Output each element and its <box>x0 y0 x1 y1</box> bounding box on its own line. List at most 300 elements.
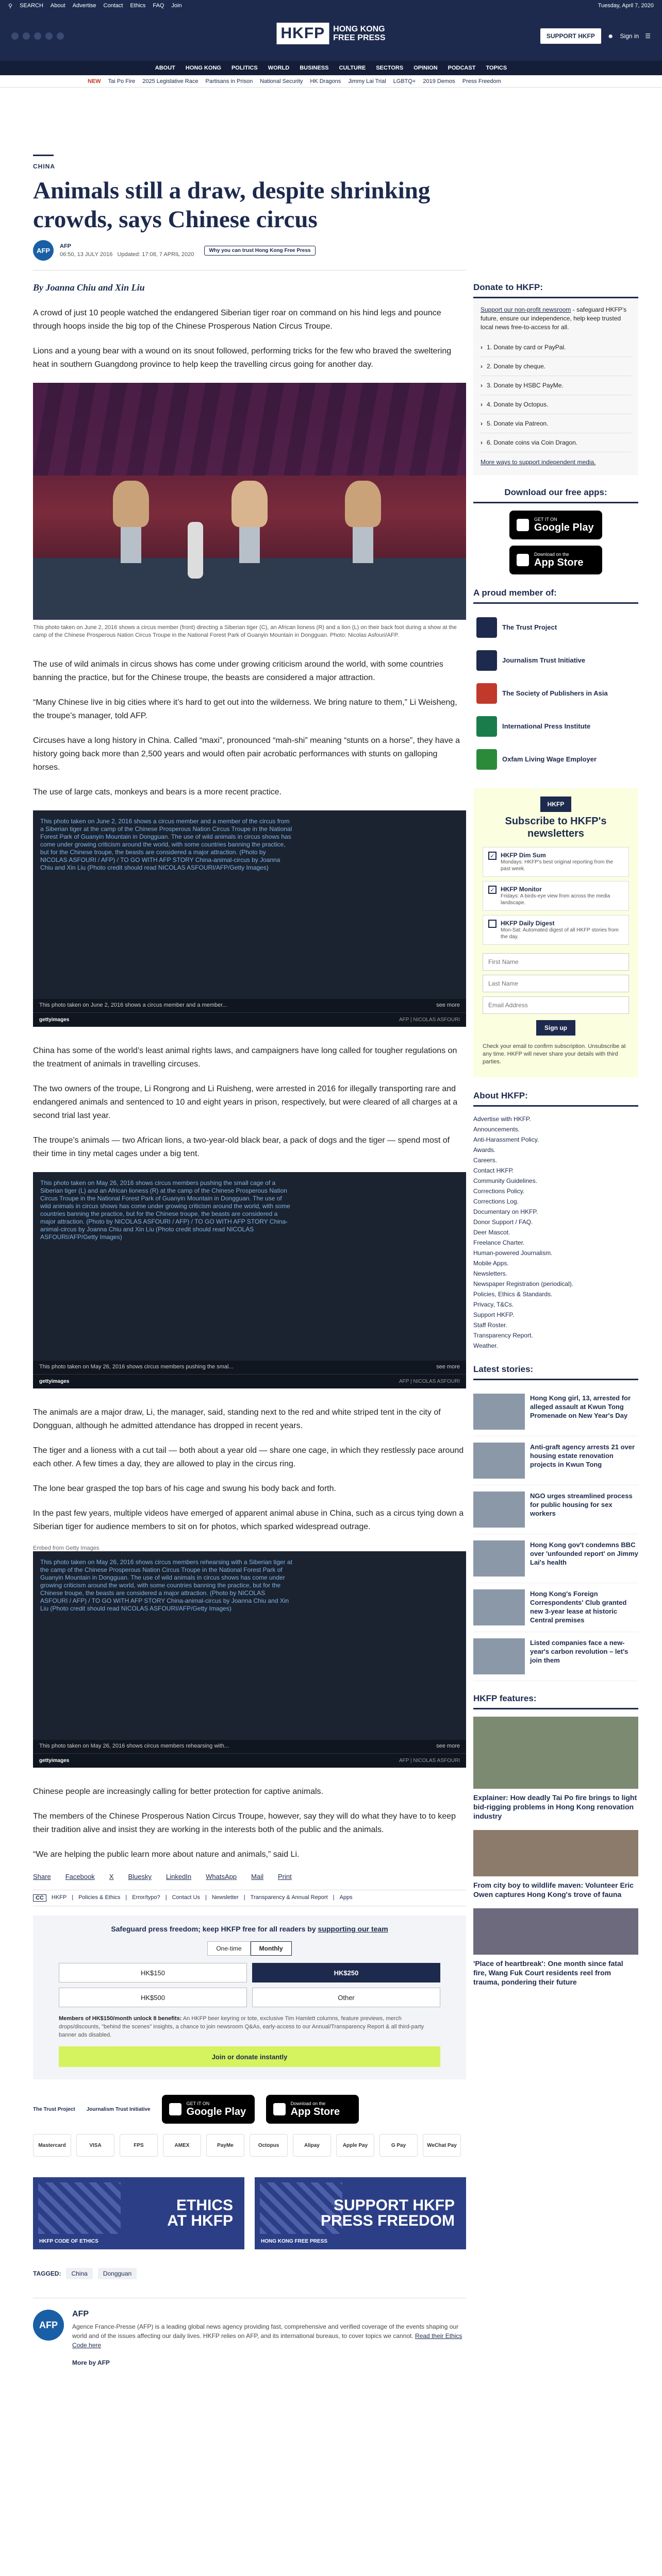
google-play-small: GET IT ON <box>186 2100 210 2106</box>
share-bar <box>33 1873 466 1880</box>
paragraph: The tiger and a lioness with a cut tail — both about a year old — share one cage, in which they restlessly pace around each other. A few times a day, they are allowed to play in the circus ring. <box>33 1446 464 1468</box>
member-benefits-title: Members of HK$150/month unlock 8 benefits: <box>59 2015 182 2022</box>
getty-footer <box>33 1374 466 1388</box>
getty-see-more[interactable]: see more <box>436 1743 460 1749</box>
frequency-toggle <box>45 1941 454 1956</box>
nav-hong-kong[interactable]: HONG KONG <box>185 65 221 71</box>
arrow-icon: › <box>481 363 483 370</box>
getty-caption-bar <box>33 1361 466 1374</box>
pay-google-pay: G Pay <box>379 2134 418 2157</box>
member-name: The Society of Publishers in Asia <box>502 689 608 697</box>
about-link[interactable]: Announcements. <box>473 1126 520 1133</box>
about-link[interactable]: Documentary on HKFP. <box>473 1208 538 1215</box>
author-bio-text: Agence France-Presse (AFP) is a leading global news agency providing fast, comprehensive and verified coverage of the events shaping our world and of the issues affecting our daily lives. HKFP relies on AFP, and its international bureaus, to cover topics we cannot. <box>72 2323 459 2340</box>
payment-methods <box>33 2134 466 2157</box>
banner-sub: HKFP CODE OF ETHICS <box>39 2239 98 2244</box>
donate-method[interactable] <box>481 357 631 376</box>
banner-art <box>38 2182 121 2234</box>
nav-opinion[interactable]: OPINION <box>413 65 438 71</box>
trending-partisans[interactable]: Partisans in Prison <box>205 78 253 84</box>
cc-license-icon[interactable]: CC <box>33 1894 46 1902</box>
story-title[interactable]: Hong Kong's Foreign Correspondents' Club granted new 3-year lease at historic Central premises <box>530 1590 627 1624</box>
trust-link[interactable]: Why you can trust Hong Kong Free Press <box>204 246 315 256</box>
photo-lioness <box>345 481 381 527</box>
author-box-name[interactable]: AFP <box>72 2310 89 2318</box>
more-ways-link[interactable]: More ways to support independent media. <box>481 459 596 466</box>
policy-link-transparency[interactable]: Transparency & Annual Report <box>250 1894 328 1901</box>
photo-stool <box>121 527 141 563</box>
utility-link-advertise[interactable]: Advertise <box>72 3 96 9</box>
pay-alipay: Alipay <box>293 2134 331 2157</box>
donate-method-label: 3. Donate by HSBC PayMe. <box>487 382 564 389</box>
amount-other[interactable]: Other <box>252 1988 440 2007</box>
logo-line-1: HONG KONG <box>333 25 385 33</box>
story-thumbnail[interactable] <box>473 1540 525 1577</box>
member-org[interactable] <box>473 677 638 710</box>
story-title[interactable]: Anti-graft agency arrests 21 over housing estate renovation projects in Kwun Tong <box>530 1443 635 1468</box>
donation-widget <box>33 1916 466 2079</box>
member-org[interactable] <box>473 611 638 644</box>
pay-amex: AMEX <box>163 2134 201 2157</box>
arrow-icon: › <box>481 382 483 389</box>
banner-sub: HONG KONG FREE PRESS <box>261 2239 327 2244</box>
instagram-icon[interactable] <box>34 32 41 40</box>
getty-logo[interactable]: gettyimages <box>39 1758 70 1764</box>
about-link[interactable]: Newsletters. <box>473 1270 508 1277</box>
getty-footer <box>33 1012 466 1027</box>
photo-trainer <box>188 522 203 579</box>
photo-stool <box>239 527 260 563</box>
about-link[interactable]: Privacy, T&Cs. <box>473 1301 514 1308</box>
search-icon[interactable]: ⚲ <box>8 3 13 9</box>
checkbox[interactable] <box>488 920 496 928</box>
policy-link-error[interactable]: Error/typo? <box>132 1894 160 1901</box>
banner-title-line: PRESS FREEDOM <box>320 2212 455 2229</box>
google-play-icon <box>169 2103 181 2115</box>
trending-2019-demos[interactable]: 2019 Demos <box>423 78 455 84</box>
getty-logo[interactable]: gettyimages <box>39 1017 70 1023</box>
story-title[interactable]: Listed companies face a new-year's carbon revolution – let's join them <box>530 1639 628 1664</box>
getty-caption: This photo taken on May 26, 2016 shows circus members rehearsing with... <box>39 1743 229 1749</box>
paragraph: China has some of the world’s least animal rights laws, and campaigners have long called for tougher regulations on the treatment of animals in travelling circuses. <box>33 1046 457 1069</box>
about-link[interactable]: Careers. <box>473 1157 498 1164</box>
banner-title <box>167 2198 233 2229</box>
utility-link-contact[interactable]: Contact <box>103 3 123 9</box>
donate-method[interactable] <box>481 433 631 452</box>
latest-story[interactable] <box>473 1485 638 1534</box>
about-link[interactable]: Corrections Log. <box>473 1198 519 1205</box>
newsletter-option-name: HKFP Monitor <box>501 886 542 893</box>
paragraph: The animals are a major draw, Li, the manager, said, standing next to the red and white striped tent in the city of Dongguan, although he admitted attendance has dropped in recent years. <box>33 1408 441 1430</box>
about-link[interactable]: Staff Roster. <box>473 1321 507 1329</box>
promo-banners <box>33 2177 466 2249</box>
latest-list <box>473 1387 638 1681</box>
x-icon[interactable] <box>23 32 30 40</box>
newsletter-signup <box>473 788 638 1077</box>
non-profit-link[interactable]: Support our non-profit newsroom <box>481 306 571 313</box>
trust-project-icon <box>476 617 497 638</box>
arrow-icon: › <box>481 401 483 408</box>
banner-title-line: ETHICS <box>176 2197 233 2214</box>
newsletter-option[interactable] <box>483 847 629 877</box>
arrow-icon: › <box>481 344 483 351</box>
getty-caption: This photo taken on May 26, 2016 shows circus members pushing the smal... <box>39 1364 234 1370</box>
story-title[interactable]: Hong Kong gov't condemns BBC over 'unfounded report' on Jimmy Lai's health <box>530 1541 638 1566</box>
about-link[interactable]: Transparency Report. <box>473 1332 533 1339</box>
article-headline: Animals still a draw, despite shrinking crowds, says Chinese circus <box>33 177 431 233</box>
nav-about[interactable]: ABOUT <box>155 65 175 71</box>
app-store-badge[interactable] <box>509 546 602 574</box>
current-date: Tuesday, April 7, 2020 <box>598 3 654 9</box>
getty-alt-text: This photo taken on May 26, 2016 shows circus members rehearsing with a Siberian tiger at the camp of the Chinese Prosperous Nation Circus Troupe in the National Forest Park of Guanyin Mountain in Dongguan. The use of wild animals in circus shows has come under growing criticism around the world, with some countries banning the practice, but for the Chinese troupe, the beasts are considered a major attraction. (Photo by NICOLAS ASFOURI / AFP) / TO GO WITH AFP STORY China-animal-circus by Joanna Chiu and Xin Liu (Photo credit should read NICOLAS ASFOURI/AFP/Getty Images) <box>40 1558 292 1612</box>
member-org[interactable] <box>473 644 638 677</box>
donate-method-label: 2. Donate by cheque. <box>487 363 546 370</box>
getty-logo[interactable]: gettyimages <box>39 1379 70 1384</box>
pay-visa: VISA <box>76 2134 114 2157</box>
support-team-link[interactable]: supporting our team <box>318 1925 388 1933</box>
about-link[interactable]: Human-powered Journalism. <box>473 1249 553 1257</box>
nav-sectors[interactable]: SECTORS <box>376 65 404 71</box>
nav-topics[interactable]: TOPICS <box>486 65 507 71</box>
member-benefits <box>59 2014 440 2039</box>
paragraph: In the past few years, multiple videos have emerged of apparent animal abuse in China, such as a circus tying down a Siberian tiger for audience members to sit on for photos, which sparked widespread outrage. <box>33 1509 464 1531</box>
policy-links: CC HKFP | Policies & Ethics | Error/typo? | Contact Us | Newsletter | Transparency & Annual Report | Apps <box>33 1890 466 1906</box>
tags-label: TAGGED: <box>33 2270 61 2277</box>
paragraph: Lions and a young bear with a wound on its snout followed, performing tricks for the few who braved the sweltering heat in southern Guangdong province to help keep the travelling circus going for another day. <box>33 347 452 369</box>
join-donate-button[interactable]: Join or donate instantly <box>59 2046 440 2067</box>
latest-story[interactable] <box>473 1632 638 1681</box>
pay-payme: PayMe <box>206 2134 244 2157</box>
policy-link-apps[interactable]: Apps <box>339 1894 353 1901</box>
trending-nav <box>0 75 662 88</box>
pay-apple-pay: Apple Pay <box>336 2134 374 2157</box>
pay-wechat: WeChat Pay <box>423 2134 461 2157</box>
google-play-badge[interactable] <box>509 511 602 539</box>
amount-500[interactable]: HK$500 <box>59 1988 247 2007</box>
policy-link-ethics[interactable]: Policies & Ethics <box>78 1894 121 1901</box>
photo-lion <box>113 481 149 527</box>
amount-250[interactable]: HK$250 <box>252 1963 440 1982</box>
arrow-icon: › <box>481 420 483 427</box>
policy-link-newsletter[interactable]: Newsletter <box>211 1894 239 1901</box>
paragraph: A crowd of just 10 people watched the endangered Siberian tiger roar on command on his hind legs and pounce through hoops inside the big top of the Chinese Prosperous Nation Circus Troupe. <box>33 309 441 331</box>
getty-caption-bar <box>33 999 466 1012</box>
share-print[interactable]: Print <box>277 1873 292 1880</box>
menu-icon[interactable]: ☰ <box>645 32 651 40</box>
article-tags <box>33 2268 466 2279</box>
about-links <box>473 1114 638 1351</box>
banner-title-line: AT HKFP <box>167 2212 233 2229</box>
share-linkedin[interactable]: LinkedIn <box>166 1873 192 1880</box>
trending-lgbtq[interactable]: LGBTQ+ <box>393 78 416 84</box>
youtube-icon[interactable] <box>45 32 53 40</box>
app-store-big: App Store <box>534 556 584 568</box>
feature-image[interactable] <box>473 1908 638 1955</box>
member-name: The Trust Project <box>502 623 557 631</box>
member-name: Journalism Trust Initiative <box>502 656 586 664</box>
utility-link-about[interactable]: About <box>50 3 65 9</box>
photo-stool <box>353 527 373 563</box>
feature-image[interactable] <box>473 1717 638 1789</box>
member-org[interactable] <box>473 710 638 743</box>
google-play-icon <box>517 519 529 531</box>
newsletter-option-name: HKFP Daily Digest <box>501 920 555 927</box>
trending-jimmy-lai[interactable]: Jimmy Lai Trial <box>348 78 386 84</box>
tag-china[interactable]: China <box>66 2268 92 2279</box>
about-heading: About HKFP: <box>473 1091 638 1107</box>
donate-methods <box>473 338 638 452</box>
getty-footer <box>33 1753 466 1768</box>
about-link[interactable]: Deer Mascot. <box>473 1229 510 1236</box>
about-link[interactable]: Contact HKFP. <box>473 1167 514 1174</box>
getty-alt-text: This photo taken on June 2, 2016 shows a circus member and a member of the circus from a Siberian tiger at the camp of the Chinese Prosperous Nation Circus Troupe in the National Forest Park of Guanyin Mountain in Dongguan. The use of wild animals in circus shows has come under growing criticism around the world, with some countries banning the practice, but for the Chinese troupe, the beasts are considered a major attraction. (Photo by NICOLAS ASFOURI / AFP) / TO GO WITH AFP STORY China-animal-circus by Joanna Chiu and Xin Liu (Photo credit should read NICOLAS ASFOURI/AFP/Getty Images) <box>40 818 292 871</box>
sidebar-members <box>473 588 638 776</box>
support-hkfp-button[interactable]: SUPPORT HKFP <box>540 28 601 44</box>
about-link[interactable]: Advertise with HKFP. <box>473 1115 531 1123</box>
about-link[interactable]: Donor Support / FAQ. <box>473 1218 533 1226</box>
category-rule <box>33 155 54 156</box>
tag-dongguan[interactable]: Dongguan <box>98 2268 137 2279</box>
getty-credit: AFP | NICOLAS ASFOURI <box>399 1017 460 1023</box>
apple-icon <box>517 554 529 566</box>
freq-monthly[interactable]: Monthly <box>251 1941 292 1956</box>
author-box <box>33 2298 466 2366</box>
policy-link-hkfp[interactable]: HKFP <box>51 1894 67 1901</box>
photo-caption: This photo taken on June 2, 2016 shows a circus member (front) directing a Siberian tiger (C), an African lioness (R) and a lion (L) on their back foot during a show at the camp of the Chinese Prosperous Nation Circus Troupe in the National Forest Park of Guanyin Mountain in Dongguan. Photo: Nicolas Asfouri/AFP. <box>33 624 457 638</box>
about-link[interactable]: Awards. <box>473 1146 496 1154</box>
banner-title <box>321 2198 455 2229</box>
getty-embed-label[interactable]: Embed from Getty Images <box>33 1545 100 1551</box>
nav-podcast[interactable]: PODCAST <box>448 65 476 71</box>
paragraph: The lone bear grasped the top bars of his cage and swung his body back and forth. <box>33 1484 336 1493</box>
published-date: 06:50, 13 JULY 2016 <box>60 251 113 258</box>
google-play-big: Google Play <box>186 2106 246 2117</box>
member-name: International Press Institute <box>502 722 591 730</box>
donate-intro-text: - safeguard HKFP's future, ensure our independence, help keep trusted local news free-to-access for all. <box>481 306 627 331</box>
feature-title[interactable]: Explainer: How deadly Tai Po fire brings to light bid-rigging problems in Hong Kong renovation industry <box>473 1793 637 1820</box>
ethics-banner[interactable] <box>33 2177 244 2249</box>
newsletter-logo: HKFP <box>540 796 571 812</box>
article-byline: By Joanna Chiu and Xin Liu <box>33 282 145 293</box>
story-thumbnail[interactable] <box>473 1492 525 1528</box>
newsletter-option-desc: Mon-Sat: Automated digest of all HKFP stories from the day. <box>501 927 619 940</box>
donate-method[interactable] <box>481 395 631 414</box>
about-link[interactable]: Newspaper Registration (periodical). <box>473 1280 574 1287</box>
author-avatar[interactable]: AFP <box>33 240 54 261</box>
nav-culture[interactable]: CULTURE <box>339 65 366 71</box>
member-org[interactable] <box>473 743 638 776</box>
app-store-badge[interactable] <box>266 2095 359 2124</box>
article-category[interactable]: CHINA <box>33 163 55 170</box>
getty-see-more[interactable]: see more <box>436 1002 460 1008</box>
story-title[interactable]: Hong Kong girl, 13, arrested for alleged assault at Kwun Tong Promenade on New Year's Day <box>530 1394 631 1419</box>
donation-title-text: Safeguard press freedom; keep HKFP free for all readers by <box>111 1925 316 1933</box>
utility-link-join[interactable]: Join <box>171 3 182 9</box>
author-name[interactable]: AFP <box>60 243 71 249</box>
apple-icon <box>273 2103 286 2115</box>
search-link[interactable]: SEARCH <box>20 3 43 9</box>
author-box-avatar[interactable]: AFP <box>33 2310 64 2341</box>
pay-fps: FPS <box>120 2134 158 2157</box>
latest-story[interactable] <box>473 1387 638 1436</box>
share-bluesky[interactable]: Bluesky <box>128 1873 152 1880</box>
app-store-small: Download on the <box>290 2100 326 2106</box>
app-store-big: App Store <box>290 2106 340 2117</box>
share-x[interactable]: X <box>109 1873 114 1880</box>
member-benefits-text: An HKFP beer keyring or tote, exclusive Tim Hamlett columns, feature previews, merch drops/discounts, "behind the scenes" insights, a chance to join newsroom Q&As, early-access to our Annual/Transparency Report & all third-party banner ads disabled. <box>59 2015 424 2038</box>
paragraph: The use of wild animals in circus shows has come under growing criticism around the world, with some countries banning the practice, but for the Chinese troupe, the beasts are considered a major attraction. <box>33 660 443 682</box>
getty-embed[interactable] <box>33 1551 466 1768</box>
trending-tai-po-fire[interactable]: Tai Po Fire <box>108 78 136 84</box>
nav-politics[interactable]: POLITICS <box>231 65 258 71</box>
amount-options <box>59 1963 440 2007</box>
photo-floor <box>33 558 466 620</box>
google-play-small: GET IT ON <box>534 516 557 522</box>
email-input[interactable] <box>483 996 629 1014</box>
updated-date: Updated: 17:08, 7 APRIL 2020 <box>117 251 194 258</box>
newsletter-option[interactable] <box>483 881 629 911</box>
site-logo[interactable] <box>276 23 385 44</box>
app-store-small: Download on the <box>534 551 569 557</box>
sidebar-about <box>473 1091 638 1351</box>
about-link[interactable]: Freelance Charter. <box>473 1239 525 1246</box>
photo-tiger <box>231 481 268 527</box>
checkbox[interactable]: ✓ <box>488 886 496 894</box>
sign-up-button[interactable]: Sign up <box>536 1020 575 1036</box>
sidebar <box>473 282 638 1996</box>
first-name-input[interactable] <box>483 953 629 971</box>
getty-see-more[interactable]: see more <box>436 1364 460 1370</box>
apps-heading: Download our free apps: <box>473 487 638 503</box>
ethics-code-link[interactable]: Read their Ethics Code here <box>72 2332 462 2349</box>
main-nav <box>0 61 662 75</box>
about-link[interactable]: Anti-Harassment Policy. <box>473 1136 539 1143</box>
getty-alt-text: This photo taken on May 26, 2016 shows circus members pushing the small cage of a Siberian tiger (L) and an African lioness (R) at the camp of the Chinese Prosperous Nation Circus Troupe in the National Forest Park of Guanyin Mountain in Dongguan. The use of wild animals in circus shows has come under growing criticism around the world, with some countries banning the practice, but for the Chinese troupe, the beasts are considered a major attraction. (Photo by NICOLAS ASFOURI / AFP) / TO GO WITH AFP STORY China-animal-circus by Joanna Chiu and Xin Liu (Photo credit should read NICOLAS ASFOURI/AFP/Getty Images) <box>40 1179 290 1241</box>
getty-embed[interactable] <box>33 810 466 1027</box>
utility-link-faq[interactable]: FAQ <box>153 3 164 9</box>
arrow-icon: › <box>481 439 483 446</box>
trending-national-security[interactable]: National Security <box>260 78 303 84</box>
trending-legco[interactable]: 2025 Legislative Race <box>142 78 198 84</box>
donate-method-label: 1. Donate by card or PayPal. <box>487 344 566 351</box>
getty-caption: This photo taken on June 2, 2016 shows a circus member and a member... <box>39 1002 227 1008</box>
facebook-icon[interactable] <box>11 32 19 40</box>
donate-method[interactable] <box>481 338 631 357</box>
feature-image[interactable] <box>473 1830 638 1876</box>
member-name: Oxfam Living Wage Employer <box>502 755 597 763</box>
support-banner[interactable] <box>255 2177 466 2249</box>
donate-method[interactable] <box>481 376 631 395</box>
story-thumbnail[interactable] <box>473 1589 525 1625</box>
sidebar-features <box>473 1693 638 1987</box>
article-body <box>33 282 466 2366</box>
feature-title[interactable]: 'Place of heartbreak': One month since fatal fire, Wang Fuk Court residents reel from trauma, pondering their future <box>473 1959 623 1986</box>
jti-logo[interactable]: Journalism Trust Initiative <box>86 2106 151 2112</box>
donate-method[interactable] <box>481 414 631 433</box>
share-label: Share <box>33 1873 51 1880</box>
features-heading: HKFP features: <box>473 1693 638 1709</box>
policy-link-contact[interactable]: Contact Us <box>172 1894 200 1901</box>
about-link[interactable]: Mobile Apps. <box>473 1260 509 1267</box>
about-link[interactable]: Community Guidelines. <box>473 1177 538 1184</box>
share-mail[interactable]: Mail <box>251 1873 263 1880</box>
logo-line-2: FREE PRESS <box>333 33 386 42</box>
paragraph: Chinese people are increasingly calling for better protection for captive animals. <box>33 1787 323 1796</box>
article-meta <box>33 240 466 261</box>
paragraph: The use of large cats, monkeys and bears is a more recent practice. <box>33 788 282 796</box>
donate-method-label: 6. Donate coins via Coin Dragon. <box>487 439 578 446</box>
utility-link-ethics[interactable]: Ethics <box>130 3 146 9</box>
pay-mastercard: Mastercard <box>33 2134 71 2157</box>
donate-intro <box>473 306 638 332</box>
trending-press-freedom[interactable]: Press Freedom <box>462 78 501 84</box>
newsletter-option[interactable] <box>483 915 629 945</box>
latest-story[interactable] <box>473 1436 638 1485</box>
about-link[interactable]: Support HKFP. <box>473 1311 515 1318</box>
banner-title-line: SUPPORT HKFP <box>333 2197 455 2214</box>
story-thumbnail[interactable] <box>473 1394 525 1430</box>
latest-story[interactable] <box>473 1583 638 1632</box>
feature-title[interactable]: From city boy to wildlife maven: Volunteer Eric Owen captures Hong Kong's trove of fauna <box>473 1881 634 1899</box>
paragraph: Circuses have a long history in China. Called “maxi”, pronounced “mah-shi” meaning “stunts on a horse”, they have a history going back more than 2,500 years and would often pair acrobatic performances with stunts on galloping horses. <box>33 736 460 772</box>
logo-wordmark <box>333 25 385 42</box>
circus-photo <box>33 383 466 620</box>
story-thumbnail[interactable] <box>473 1638 525 1674</box>
latest-story[interactable] <box>473 1534 638 1583</box>
membership-badges <box>33 2095 466 2124</box>
story-title[interactable]: NGO urges streamlined process for public housing for sex workers <box>530 1492 633 1517</box>
last-name-input[interactable] <box>483 975 629 992</box>
user-icon[interactable]: ☻ <box>607 32 614 40</box>
latest-heading: Latest stories: <box>473 1364 638 1380</box>
about-link[interactable]: Weather. <box>473 1342 498 1349</box>
sidebar-donate <box>473 282 638 475</box>
trending-hk-dragons[interactable]: HK Dragons <box>310 78 341 84</box>
jti-icon <box>476 650 497 671</box>
getty-caption-bar <box>33 1740 466 1753</box>
author-box-bio <box>72 2322 466 2350</box>
new-badge: NEW <box>88 78 101 84</box>
newsletter-note: Check your email to confirm subscription. Unsubscribe at any time. HKFP will never share your details with third parties. <box>483 1043 626 1065</box>
about-link[interactable]: Policies, Ethics & Standards. <box>473 1291 553 1298</box>
story-thumbnail[interactable] <box>473 1443 525 1479</box>
donate-method-label: 5. Donate via Patreon. <box>487 420 549 427</box>
sign-in-link[interactable]: Sign in <box>620 32 639 40</box>
share-whatsapp[interactable]: WhatsApp <box>206 1873 237 1880</box>
donation-title <box>45 1925 454 1933</box>
newsletter-option-desc: Mondays: HKFP's best original reporting from the past week. <box>501 859 614 872</box>
ipi-icon <box>476 716 497 737</box>
google-play-big: Google Play <box>534 521 594 533</box>
meta-text <box>60 242 194 259</box>
getty-embed[interactable] <box>33 1172 466 1388</box>
amount-150[interactable]: HK$150 <box>59 1963 247 1982</box>
linkedin-icon[interactable] <box>57 32 64 40</box>
trust-project-logo[interactable]: The Trust Project <box>33 2106 75 2112</box>
google-play-badge[interactable] <box>162 2095 255 2124</box>
more-by-author-link[interactable]: More by AFP <box>72 2359 110 2366</box>
nav-world[interactable]: WORLD <box>268 65 290 71</box>
share-facebook[interactable]: Facebook <box>65 1873 95 1880</box>
paragraph: “We are helping the public learn more about nature and animals,” said Li. <box>33 1850 300 1859</box>
nav-business[interactable]: BUSINESS <box>300 65 329 71</box>
freq-one-time[interactable]: One-time <box>207 1941 250 1956</box>
utility-bar <box>0 0 662 11</box>
checkbox[interactable]: ✓ <box>488 852 496 860</box>
newsletter-option-name: HKFP Dim Sum <box>501 852 546 859</box>
about-link[interactable]: Corrections Policy. <box>473 1188 525 1195</box>
members-heading: A proud member of: <box>473 588 638 604</box>
